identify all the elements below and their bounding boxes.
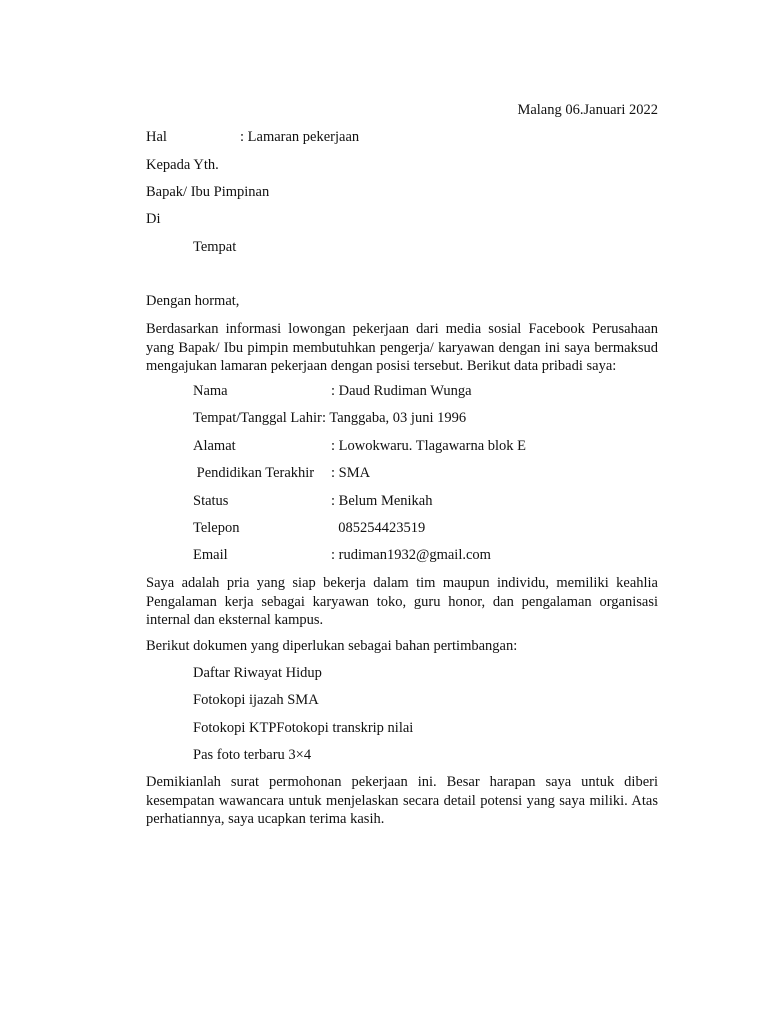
subject-label: Hal bbox=[146, 129, 167, 145]
closing-paragraph: Demikianlah surat permohonan pekerjaan ini. Besar harapan saya untuk diberi kesempatan wawancara untuk menjelaskan secara detail potensi yang saya miliki. Atas perhatiannya, saya ucapkan terima kasih. bbox=[146, 774, 658, 827]
personal-data-value: : Daud Rudiman Wunga bbox=[331, 383, 472, 399]
personal-data-label: Nama bbox=[193, 383, 228, 399]
greeting: Dengan hormat, bbox=[146, 293, 240, 309]
personal-data-value: : SMA bbox=[331, 465, 371, 481]
personal-data-label: Pendidikan Terakhir bbox=[193, 465, 315, 481]
personal-data-value: 085254423519 bbox=[331, 520, 426, 536]
personal-data-label: Alamat bbox=[193, 438, 236, 454]
recipient-line-1: Kepada Yth. bbox=[146, 157, 219, 173]
list-item: Pas foto terbaru 3×4 bbox=[193, 747, 312, 763]
personal-data-value: : Lowokwaru. Tlagawarna blok E bbox=[331, 438, 527, 454]
personal-data-label: Tempat/Tanggal Lahir bbox=[193, 410, 322, 426]
personal-data-value: : Tanggaba, 03 juni 1996 bbox=[322, 410, 467, 426]
personal-data-label: Email bbox=[193, 547, 228, 563]
list-item: Daftar Riwayat Hidup bbox=[193, 665, 322, 681]
about-paragraph: Saya adalah pria yang siap bekerja dalam tim maupun individu, memiliki keahlia Pengalaman kerja sebagai karyawan toko, guru honor, dan pengalaman organisasi internal dan eksternal kampus. bbox=[146, 575, 658, 628]
list-item: Fotokopi ijazah SMA bbox=[193, 692, 319, 708]
recipient-line-3: Di bbox=[146, 211, 161, 227]
personal-data-label: Telepon bbox=[193, 520, 240, 536]
subject-value: : Lamaran pekerjaan bbox=[240, 129, 360, 145]
recipient-line-4: Tempat bbox=[193, 239, 237, 255]
personal-data-value: : Belum Menikah bbox=[331, 493, 433, 509]
recipient-line-2: Bapak/ Ibu Pimpinan bbox=[146, 184, 270, 200]
list-item: Fotokopi KTPFotokopi transkrip nilai bbox=[193, 720, 414, 736]
place-date: Malang 06.Januari 2022 bbox=[517, 102, 658, 118]
personal-data-value: : rudiman1932@gmail.com bbox=[331, 547, 491, 563]
personal-data-label: Status bbox=[193, 493, 229, 509]
intro-paragraph: Berdasarkan informasi lowongan pekerjaan dari media sosial Facebook Perusahaan yang Bapak/ Ibu pimpin membutuhkan pengerja/ karyawan dengan ini saya bermaksud mengajukan lamaran pekerjaan dengan posisi tersebut. Berikut data pribadi saya: bbox=[146, 321, 658, 374]
documents-intro: Berikut dokumen yang diperlukan sebagai bahan pertimbangan: bbox=[146, 638, 518, 654]
